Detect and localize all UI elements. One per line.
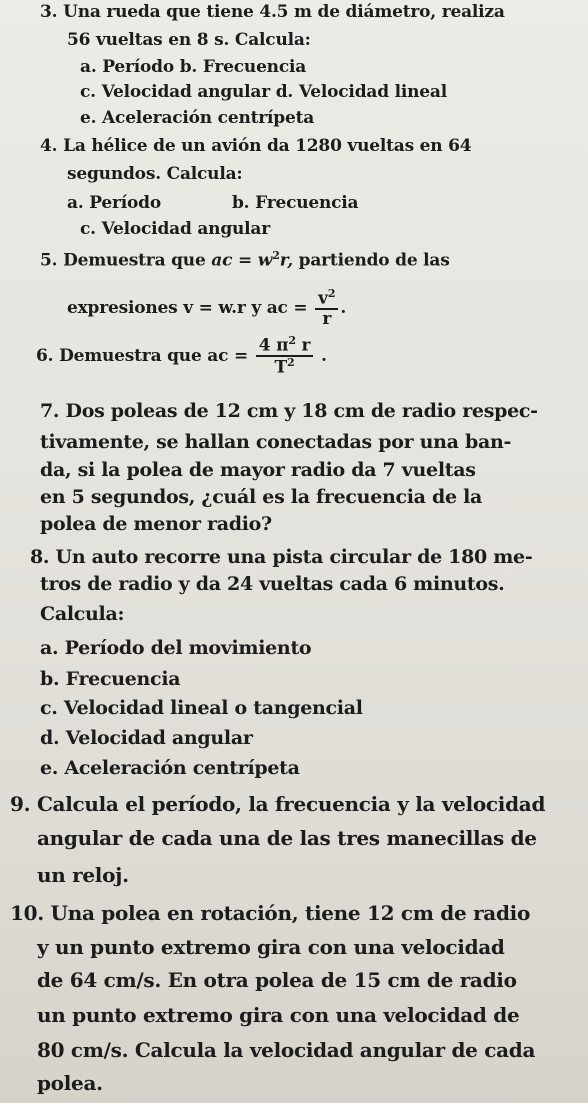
- problem-6-frac-den-sup: 2: [287, 356, 295, 370]
- problem-6-frac-den: T: [274, 358, 287, 378]
- problem-8-item-d: d. Velocidad angular: [40, 727, 253, 749]
- problem-4-item-a: a. Período: [67, 193, 161, 213]
- problem-10-line-3: de 64 cm/s. En otra polea de 15 cm de radio: [37, 968, 517, 992]
- problem-5-line2-pre: expresiones v = w.r y ac =: [67, 298, 308, 319]
- problem-6-pre: 6. Demuestra que ac =: [36, 345, 249, 366]
- problem-4-item-c: c. Velocidad angular: [80, 219, 270, 239]
- problem-5-frac-den: r: [322, 309, 332, 330]
- problem-8-item-e: e. Aceleración centrípeta: [40, 757, 300, 779]
- problem-10-line-6: polea.: [37, 1071, 103, 1095]
- problem-3-item-cd: c. Velocidad angular d. Velocidad lineal: [80, 82, 447, 102]
- problem-6-post: .: [321, 345, 327, 366]
- problem-7-line-5: polea de menor radio?: [40, 513, 272, 535]
- problem-5-line-1: [40, 249, 450, 271]
- problem-7-line-2: tivamente, se hallan conectadas por una ban-: [40, 431, 512, 453]
- problem-6-frac-num-sup: 2: [288, 334, 296, 347]
- problem-4-item-b: b. Frecuencia: [232, 193, 359, 213]
- problem-8-line-3: Calcula:: [40, 603, 125, 625]
- problem-5-fraction: [315, 288, 338, 329]
- problem-5-line2-post: .: [340, 298, 347, 319]
- problem-10-line-4: un punto extremo gira con una velocidad de: [37, 1003, 520, 1027]
- problem-3-line-1: 3. Una rueda que tiene 4.5 m de diámetro, realiza: [40, 2, 505, 22]
- problem-4-line-1: 4. La hélice de un avión da 1280 vueltas en 64: [40, 136, 472, 156]
- problem-3-item-ab: a. Período b. Frecuencia: [80, 57, 307, 77]
- problem-8-item-b: b. Frecuencia: [40, 668, 181, 690]
- problem-5-post: partiendo de las: [292, 250, 450, 271]
- problem-5-eq: ac = w: [211, 250, 273, 271]
- problem-5-frac-num: v: [318, 288, 328, 309]
- problem-8-item-a: a. Período del movimiento: [40, 637, 312, 659]
- problem-6-line: [36, 335, 327, 378]
- problem-9-line-1: 9. Calcula el período, la frecuencia y la velocidad: [10, 792, 546, 816]
- problem-7-line-1: 7. Dos poleas de 12 cm y 18 cm de radio respec-: [40, 400, 538, 422]
- problem-9-line-2: angular de cada una de las tres manecillas de: [37, 826, 537, 850]
- problem-7-line-4: en 5 segundos, ¿cuál es la frecuencia de la: [40, 486, 483, 508]
- problem-6-frac-num-a: 4 π: [258, 335, 289, 356]
- problem-9-line-3: un reloj.: [37, 863, 129, 887]
- problem-6-frac-num-b: r: [295, 335, 311, 356]
- problem-4-line-2: segundos. Calcula:: [67, 164, 243, 184]
- problem-8-line-2: tros de radio y da 24 vueltas cada 6 minutos.: [40, 573, 505, 595]
- problem-6-fraction: [256, 335, 314, 378]
- problem-5-eq2: r,: [279, 250, 293, 271]
- problem-10-line-1: 10. Una polea en rotación, tiene 12 cm de radio: [10, 901, 530, 925]
- problem-5-sup: 2: [272, 249, 280, 262]
- problem-8-item-c: c. Velocidad lineal o tangencial: [40, 697, 363, 719]
- problem-5-pre: 5. Demuestra que: [40, 250, 212, 271]
- problem-8-line-1: 8. Un auto recorre una pista circular de 180 me-: [30, 546, 533, 568]
- problem-3-line-2: 56 vueltas en 8 s. Calcula:: [67, 30, 311, 50]
- problem-10-line-5: 80 cm/s. Calcula la velocidad angular de cada: [37, 1038, 536, 1062]
- problem-5-frac-num-sup: 2: [327, 287, 336, 300]
- problem-10-line-2: y un punto extremo gira con una velocidad: [37, 935, 505, 959]
- problem-5-line-2: [67, 288, 346, 329]
- problem-7-line-3: da, si la polea de mayor radio da 7 vueltas: [40, 459, 476, 481]
- problem-3-item-e: e. Aceleración centrípeta: [80, 108, 315, 128]
